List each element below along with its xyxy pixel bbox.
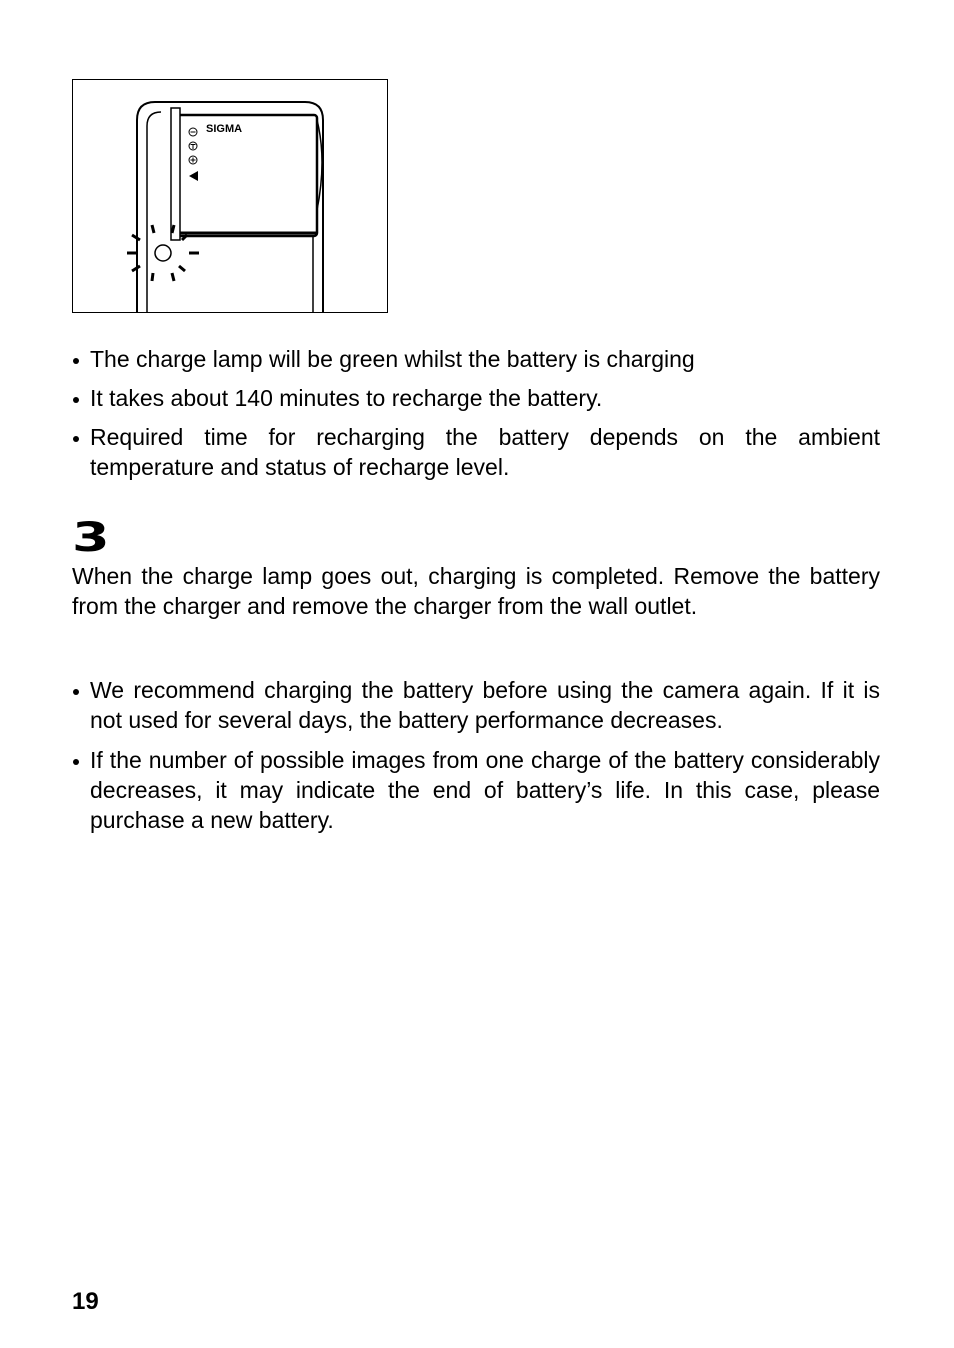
bullet-icon <box>73 689 79 695</box>
step-number: 3 <box>72 515 110 561</box>
list-item <box>72 422 880 482</box>
bullet-icon <box>73 436 79 442</box>
note-text: If the number of possible images from one charge of the battery considerably decreases, it may indicate the end of battery’s life. In this case, please purchase a new battery. <box>90 747 880 833</box>
note-text: Required time for recharging the battery depends on the ambient temperature and status of recharge level. <box>90 424 880 480</box>
bullet-icon <box>73 759 79 765</box>
list-item <box>72 383 880 413</box>
battery-brand: SIGMA <box>206 123 243 135</box>
list-item <box>72 745 880 835</box>
list-item <box>72 675 880 735</box>
charger-drawing <box>73 80 388 313</box>
charger-illustration <box>72 79 388 313</box>
step-instruction: When the charge lamp goes out, charging is completed. Remove the battery from the charger and remove the charger from the wall outlet. <box>72 563 880 619</box>
bullet-icon <box>73 358 79 364</box>
list-item <box>72 344 880 374</box>
note-text: It takes about 140 minutes to recharge the battery. <box>90 385 603 411</box>
note-text: The charge lamp will be green whilst the battery is charging <box>90 346 695 372</box>
battery-notes <box>72 675 880 835</box>
page-number: 19 <box>72 1288 99 1315</box>
note-text: We recommend charging the battery before using the camera again. If it is not used for several days, the battery performance decreases. <box>90 677 880 733</box>
bullet-icon <box>73 397 79 403</box>
charging-notes <box>72 344 880 482</box>
